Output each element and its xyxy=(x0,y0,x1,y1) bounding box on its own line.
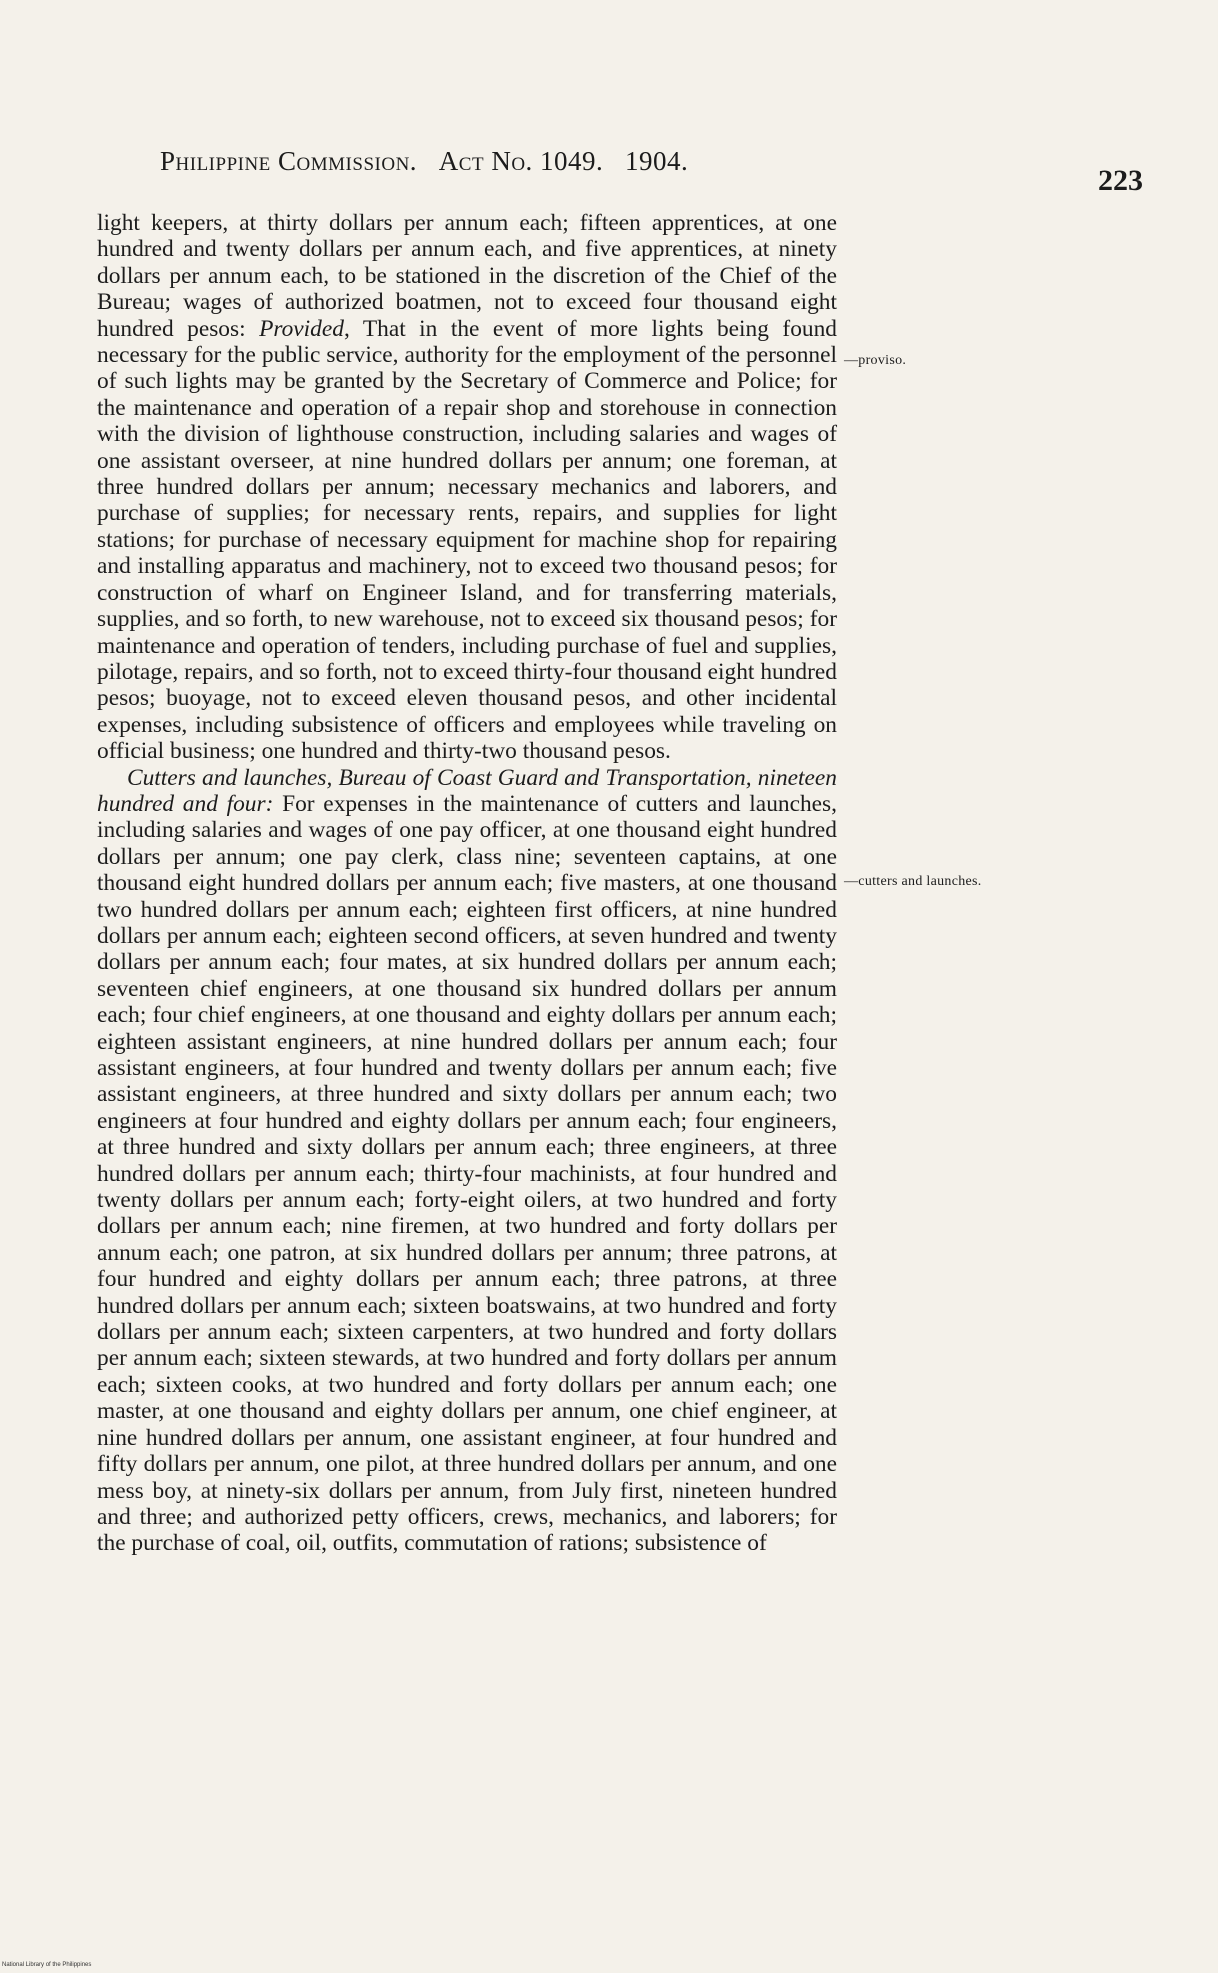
paragraph-lighthouse: light keepers, at thirty dollars per annum each; fifteen apprentices, at one hundred and twenty dollars per annum each, and five apprentices, at ninety dollars per annum each, to be stationed in the discretion of the Chief of the Bureau; wages of authorized boatmen, not to exceed four thousand eight hundred pesos: Provided, That in the event of more lights being found necessary for the public service, authority for the employment of the personnel of such lights may be granted by the Secretary of Commerce and Police; for the maintenance and operation of a repair shop and storehouse in connection with the division of lighthouse construction, including salaries and wages of one assistant overseer, at nine hundred dollars per annum; one foreman, at three hundred dollars per annum; necessary mechanics and laborers, and purchase of supplies; for necessary rents, repairs, and supplies for light stations; for purchase of necessary equipment for machine shop for repairing and installing apparatus and machinery, not to exceed two thousand pesos; for construction of wharf on Engineer Island, and for transferring materials, supplies, and so forth, to new warehouse, not to exceed six thousand pesos; for maintenance and operation of tenders, including purchase of fuel and supplies, pilotage, repairs, and so forth, not to exceed thirty-four thousand eight hundred pesos; buoyage, not to exceed eleven thousand pesos, and other incidental expenses, including subsistence of officers and employees while traveling on official business; one hundred and thirty-two thousand pesos. xyxy=(97,210,837,765)
provided-emphasis: Provided xyxy=(259,315,344,342)
header-act: Act No. 1049. xyxy=(438,146,604,176)
cutters-heading: Cutters and launches, Bureau of Coast Guard and Transportation, nineteen hundred and four: xyxy=(97,764,837,817)
footer-stamp: National Library of the Philippines xyxy=(2,1962,92,1968)
running-head xyxy=(160,146,688,177)
margin-note-proviso: —proviso. xyxy=(844,353,907,368)
header-year: 1904. xyxy=(625,146,689,176)
header-title: Philippine Commission. xyxy=(160,146,418,176)
cutters-text: For expenses in the maintenance of cutters and launches, including salaries and wages of one pay officer, at one thousand eight hundred dollars per annum; one pay clerk, class nine; seventeen captains, at one thousand eight hundred dollars per annum each; five masters, at one thousand two hundred dollars per annum each; eighteen first officers, at nine hundred dollars per annum each; eighteen second officers, at seven hundred and twenty dollars per annum each; four mates, at six hundred dollars per annum each; seventeen chief engineers, at one thousand six hundred dollars per annum each; four chief engineers, at one thousand and eighty dollars per annum each; eighteen assistant engineers, at nine hundred dollars per annum each; four assistant engineers, at four hundred and twenty dollars per annum each; five assistant engineers, at three hundred and sixty dollars per annum each; two engineers at four hundred and eighty dollars per annum each; four engineers, at three hundred and sixty dollars per annum each; three engineers, at three hundred dollars per annum each; thirty-four machinists, at four hundred and twenty dollars per annum each; forty-eight oilers, at two hundred and forty dollars per annum each; nine firemen, at two hundred and forty dollars per annum each; one patron, at six hundred dollars per annum; three patrons, at four hundred and eighty dollars per annum each; three patrons, at three hundred dollars per annum each; sixteen boatswains, at two hundred and forty dollars per annum each; sixteen carpenters, at two hundred and forty dollars per annum each; sixteen stewards, at two hundred and forty dollars per annum each; sixteen cooks, at two hundred and forty dollars per annum each; one master, at one thousand and eighty dollars per annum, one chief engineer, at nine hundred dollars per annum, one assistant engineer, at four hundred and fifty dollars per annum, one pilot, at three hundred dollars per annum, and one mess boy, at ninety-six dollars per annum, from July first, nineteen hundred and three; and authorized petty officers, crews, mechanics, and laborers; for the purchase of coal, oil, outfits, commutation of rations; subsistence of xyxy=(97,790,837,1557)
paragraph-cutters xyxy=(97,765,837,1557)
body-text xyxy=(97,210,837,1557)
page-number: 223 xyxy=(1098,164,1143,197)
margin-note-cutters: —cutters and launches. xyxy=(844,874,982,889)
